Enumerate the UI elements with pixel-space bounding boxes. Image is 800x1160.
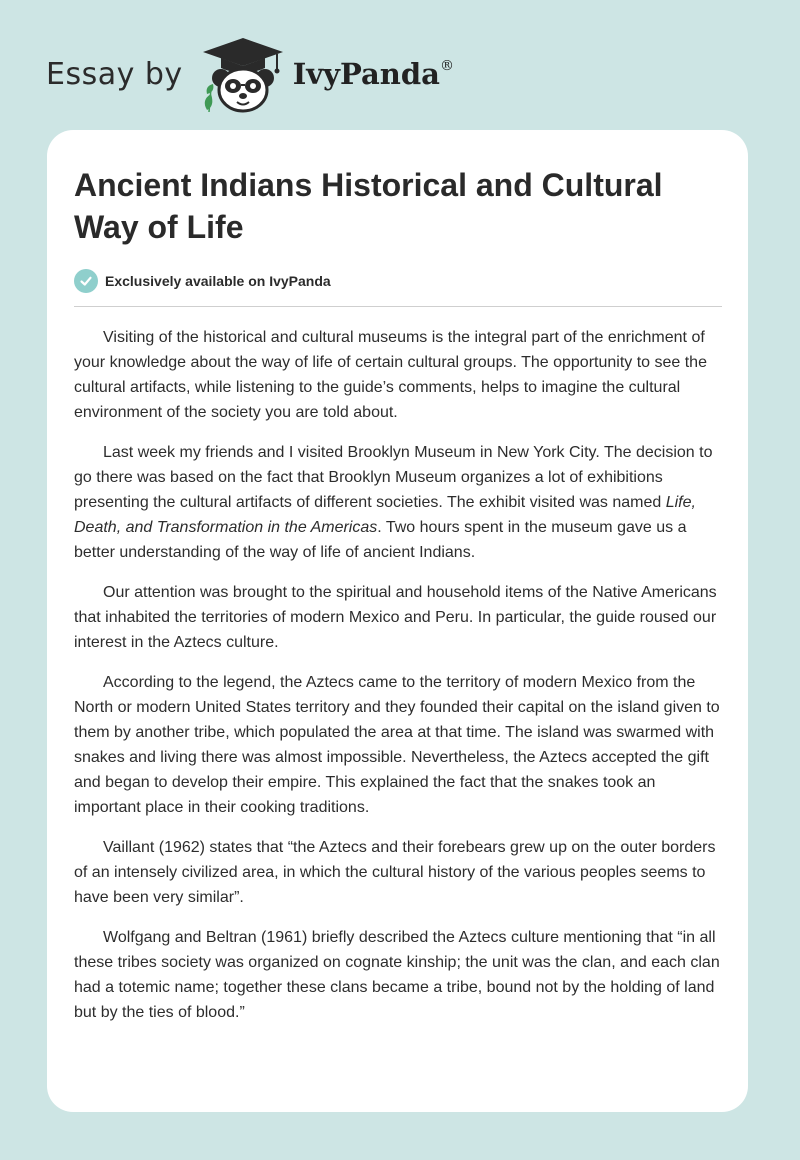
- brand-name[interactable]: [293, 57, 454, 91]
- exhibit-title: Life, Death, and Transformation in the Americas: [74, 494, 696, 536]
- paragraph: Our attention was brought to the spiritual and household items of the Native Americans that inhabited the territories of modern Mexico and Peru. In particular, the guide roused our interest in the Aztecs culture.: [74, 584, 717, 651]
- exclusive-badge: [74, 268, 722, 294]
- brand-name-text: IvyPanda: [292, 57, 440, 91]
- essay-card: [47, 130, 748, 1112]
- paragraph: [74, 440, 722, 565]
- paragraph: Wolfgang and Beltran (1961) briefly described the Aztecs culture mentioning that “in all these tribes society was organized on cognate kinship; the unit was the clan, and each clan had a totemic name; together these clans became a tribe, bound not by the holding of land but by the ties of blood.”: [74, 929, 720, 1021]
- panda-graduate-logo-icon[interactable]: [197, 34, 289, 114]
- essay-body: [74, 325, 722, 1025]
- check-icon: [74, 269, 98, 293]
- divider: [74, 306, 722, 307]
- paragraph: Vaillant (1962) states that “the Aztecs and their forebears grew up on the outer borders of an intensely civilized area, in which the cultural history of the various peoples seems to have been very similar”.: [74, 839, 716, 906]
- exclusive-label: Exclusively available on IvyPanda: [105, 273, 331, 289]
- paragraph: Visiting of the historical and cultural museums is the integral part of the enrichment of your knowledge about the way of life of certain cultural groups. The opportunity to see the cultural artifacts, while listening to the guide’s comments, helps to imagine the cultural environment of the society you are told about.: [74, 329, 707, 421]
- paragraph-text: . Two hours spent in the museum gave us a better understanding of the way of life of ancient Indians.: [74, 519, 687, 561]
- paragraph: According to the legend, the Aztecs came to the territory of modern Mexico from the North or modern United States territory and they founded their capital on the island given to them by another tribe, which populated the area at that time. The island was swarmed with snakes and living there was almost impossible. Nevertheless, the Aztecs accepted the gift and began to develop their empire. This explained the fact that the snakes took an important place in their cooking traditions.: [74, 674, 720, 816]
- registered-mark: ®: [439, 58, 454, 74]
- essay-by-label: Essay by: [46, 56, 183, 92]
- site-header: [46, 34, 454, 114]
- page-title: Ancient Indians Historical and Cultural Way of Life: [74, 167, 663, 245]
- paragraph-text: Last week my friends and I visited Brooklyn Museum in New York City. The decision to go there was based on the fact that Brooklyn Museum organizes a lot of exhibitions presenting the cultural artifacts of different societies. The exhibit visited was named: [74, 444, 713, 511]
